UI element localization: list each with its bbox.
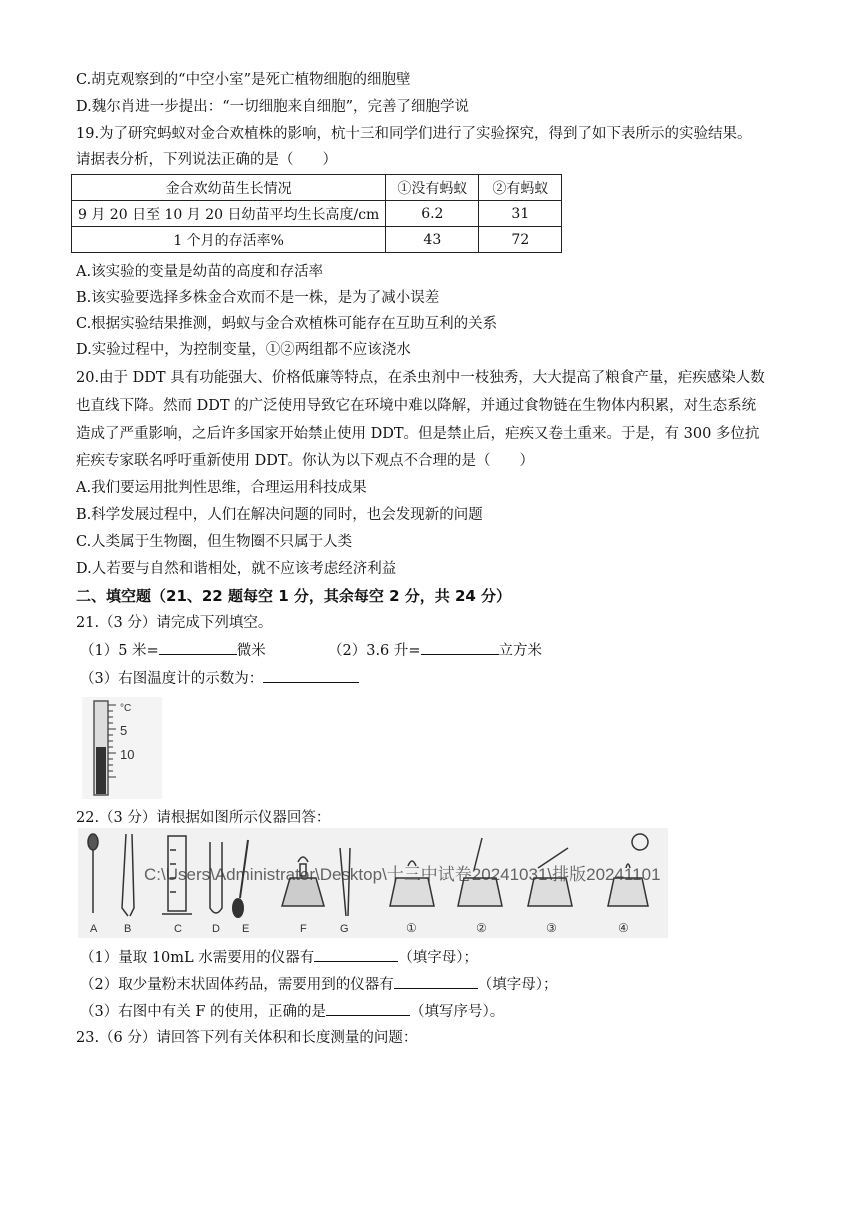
q21-stem: 21.（3 分）请完成下列填空。 xyxy=(76,615,273,631)
table-header-cell: ①没有蚂蚁 xyxy=(386,175,479,201)
q20-option-d: D.人若要与自然和谐相处，就不应该考虑经济利益 xyxy=(76,561,397,577)
q22-stem: 22.（3 分）请根据如图所示仪器回答： xyxy=(76,810,331,826)
q21-part1 xyxy=(80,640,266,661)
q22-part1 xyxy=(80,947,478,968)
instrument-label: B xyxy=(124,923,132,935)
q19-option-a: A.该实验的变量是幼苗的高度和存活率 xyxy=(76,264,324,280)
usage-number-label: ③ xyxy=(546,921,557,935)
q19-option-d: D.实验过程中，为控制变量，①②两组都不应该浇水 xyxy=(76,342,411,358)
instrument-label: F xyxy=(300,923,307,935)
q22-part3-suffix: （填写序号）。 xyxy=(410,1004,505,1020)
q20-stem-line1: 20.由于 DDT 具有功能强大、价格低廉等特点，在杀虫剂中一枝独秀，大大提高了粮食产量，疟疾感染人数 xyxy=(76,370,765,386)
table-cell: 72 xyxy=(479,227,562,253)
q22-part1-suffix: （填字母）； xyxy=(398,950,479,966)
q21-part1-suffix: 微米 xyxy=(236,643,266,659)
q19-results-table xyxy=(71,174,562,253)
usage-number-label: ② xyxy=(476,921,487,935)
q20-stem-line3: 造成了严重影响，之后许多国家开始禁止使用 DDT。但是禁止后，疟疾又卷土重来。于是，有 300 多位抗 xyxy=(76,426,760,442)
q20-stem-line4: 疟疾专家联名呼吁重新使用 DDT。你认为以下观点不合理的是（ ） xyxy=(76,453,535,469)
q18-option-d: D.魏尔肖进一步提出：“一切细胞来自细胞”，完善了细胞学说 xyxy=(76,99,470,115)
section-heading: 二、填空题（21、22 题每空 1 分，其余每空 2 分，共 24 分） xyxy=(76,587,512,605)
q19-option-c: C.根据实验结果推测，蚂蚁与金合欢植株可能存在互助互利的关系 xyxy=(76,316,498,332)
table-row xyxy=(72,201,562,227)
q21-part2-suffix: 立方米 xyxy=(498,643,543,659)
table-cell: 6.2 xyxy=(386,201,479,227)
table-cell: 9 月 20 日至 10 月 20 日幼苗平均生长高度/cm xyxy=(72,201,386,227)
q22-part1-prefix: （1）量取 10mL 水需要用的仪器有 xyxy=(80,950,315,966)
q18-option-c: C.胡克观察到的“中空小室”是死亡植物细胞的细胞壁 xyxy=(76,72,411,88)
q22-part2-suffix: （填字母）； xyxy=(477,977,558,993)
q22-part2-prefix: （2）取少量粉末状固体药品，需要用到的仪器有 xyxy=(80,977,394,993)
instrument-label: G xyxy=(340,923,349,935)
answer-blank[interactable] xyxy=(421,640,499,655)
table-cell: 31 xyxy=(479,201,562,227)
instrument-label: A xyxy=(90,923,98,935)
q20-stem-line2: 也直线下降。然而 DDT 的广泛使用导致它在环境中难以降解，并通过食物链在生物体内积累，对生态系统 xyxy=(76,398,757,414)
table-row xyxy=(72,227,562,253)
thermometer-tick-label: 10 xyxy=(120,747,135,762)
q21-part1-prefix: （1）5 米= xyxy=(80,643,159,659)
q21-part3 xyxy=(80,668,359,689)
answer-blank[interactable] xyxy=(394,974,478,989)
table-header-cell: ②有蚂蚁 xyxy=(479,175,562,201)
instruments-figure xyxy=(78,828,668,938)
q23-stem: 23.（6 分）请回答下列有关体积和长度测量的问题： xyxy=(76,1030,418,1046)
thermometer-tick-label: 5 xyxy=(120,723,128,738)
answer-blank[interactable] xyxy=(326,1001,410,1016)
table-header-cell: 金合欢幼苗生长情况 xyxy=(72,175,386,201)
table-header-row xyxy=(72,175,562,201)
thermometer-liquid xyxy=(96,747,106,794)
instrument-label: E xyxy=(242,923,250,935)
answer-blank[interactable] xyxy=(314,947,398,962)
q21-part3-prefix: （3）右图温度计的示数为： xyxy=(80,671,264,687)
q20-option-b: B.科学发展过程中，人们在解决问题的同时，也会发现新的问题 xyxy=(76,507,483,523)
q19-stem-line1: 19.为了研究蚂蚁对金合欢植株的影响，杭十三和同学们进行了实验探究，得到了如下表所示的实验结果。 xyxy=(76,126,752,142)
q22-part3 xyxy=(80,1001,504,1022)
instrument-label: D xyxy=(212,923,220,935)
instrument-label: C xyxy=(174,923,182,935)
thermometer-unit: °C xyxy=(120,703,132,714)
table-cell: 1 个月的存活率% xyxy=(72,227,386,253)
q20-option-c: C.人类属于生物圈，但生物圈不只属于人类 xyxy=(76,534,353,550)
q22-part2 xyxy=(80,974,557,995)
watermark-path-text: C:\Users\Administrator\Desktop\十三中试卷20241031\排版20241101 xyxy=(144,865,661,884)
answer-blank[interactable] xyxy=(263,668,359,683)
usage-number-label: ① xyxy=(406,921,417,935)
thermometer-figure xyxy=(82,697,162,799)
q19-option-b: B.该实验要选择多株金合欢而不是一株，是为了减小误差 xyxy=(76,290,440,306)
q21-part2-prefix: （2）3.6 升= xyxy=(328,643,421,659)
usage-number-label: ④ xyxy=(618,921,629,935)
q22-part3-prefix: （3）右图中有关 F 的使用，正确的是 xyxy=(80,1004,327,1020)
q19-stem-line2: 请据表分析，下列说法正确的是（ ） xyxy=(76,152,337,168)
q21-part2 xyxy=(328,640,542,661)
q20-option-a: A.我们要运用批判性思维，合理运用科技成果 xyxy=(76,480,367,496)
table-cell: 43 xyxy=(386,227,479,253)
answer-blank[interactable] xyxy=(159,640,237,655)
